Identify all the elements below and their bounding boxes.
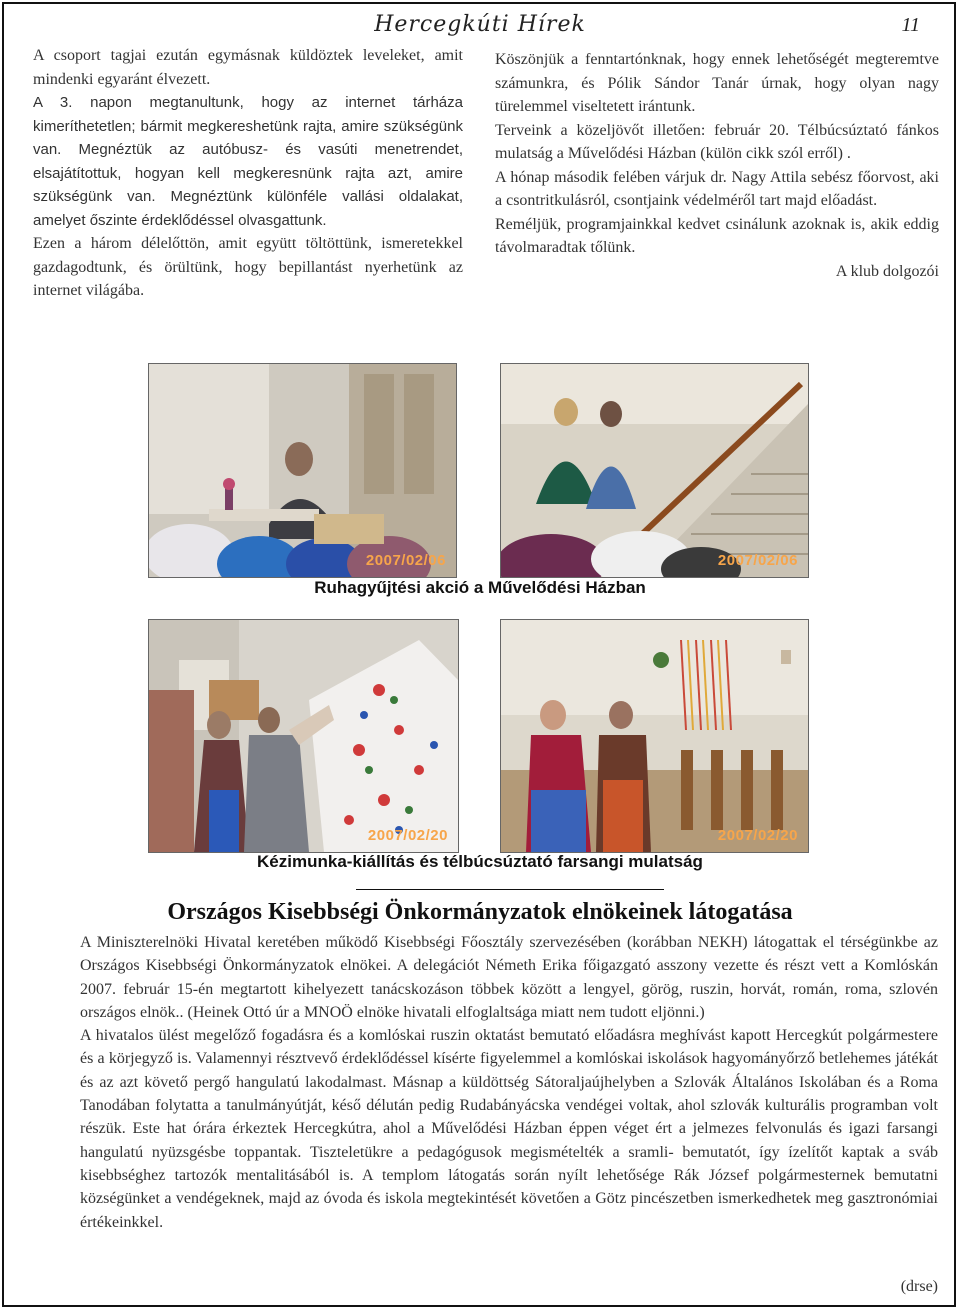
photo-clothing-collection-1 (148, 363, 457, 578)
article-headline: Országos Kisebbségi Önkormányzatok elnökeinek látogatása (167, 899, 793, 925)
paragraph: Reméljük, programjainkkal kedvet csinálunk azoknak is, akik eddig távolmaradtak tőlünk. (495, 215, 939, 256)
paragraph: Terveink a közeljövőt illetően: február 20. Télbúcsúztató fánkos mulatság a Művelődési Házban (külön cikk szól erről) . (495, 121, 939, 162)
photo-clothing-collection-2 (500, 363, 809, 578)
paragraph: Ezen a három délelőttön, amit együtt töltöttünk, ismeretekkel gazdagodtunk, és örültünk, hogy bepillantást nyerhetünk az internet világába. (33, 235, 463, 299)
photo-date-stamp: 2007/02/06 (365, 552, 446, 569)
photo-date-stamp: 2007/02/06 (717, 552, 798, 569)
article-signature: (drse) (900, 1278, 938, 1295)
paragraph: A Miniszterelnöki Hivatal keretében működő Kisebbségi Főosztály szervezésében (korábban NEKH) látogattak el térségünkbe az Országos Kisebbségi Önkormányzatok elnökei. A delegációt Németh Erika főigazgató asszony vezette és részt vett a Komlóskán 2007. február 15-én megtartott kihelyezett tanácskozáson többek között a lengyel, görög, ruszin, horvát, román, roma, szlovén országos elnök.. (Heinek Ottó úr a MNOÖ elnöke hivatali elfoglaltsága miatt nem tudott eljönni.) (80, 934, 938, 1021)
divider (356, 889, 664, 890)
paragraph: Köszönjük a fenntartónknak, hogy ennek lehetőségét megteremtve számunkra, és Pólik Sándor Tanár úrnak, hogy olyan nagy türelemmel viseltetett irántunk. (495, 51, 939, 115)
photo-carnival-dance (500, 619, 809, 853)
photo-caption-2: Kézimunka-kiállítás és télbúcsúztató farsangi mulatság (257, 852, 703, 871)
page-header (0, 8, 960, 42)
masthead: Hercegkúti Hírek (374, 12, 586, 37)
left-column (33, 44, 463, 303)
paragraph: A hónap második felében várjuk dr. Nagy Attila sebész főorvost, aki a csontritkulásról, csontjaink védelméről tart majd előadást. (495, 168, 939, 209)
page-number: 11 (901, 14, 920, 36)
paragraph: A hivatalos ülést megelőző fogadásra és a komlóskai ruszin oktatást bemutató előadásra meghívást kapott Hercegkút polgármestere és a körjegyző is. Valamennyi résztvevő érdeklődéssel kísérte figyelemmel a komlóskai iskolások hagyományőrző betlehemes játékát és az azt követő pergő hangulatú lakodalmast. Másnap a küldöttség Sátoraljaújhelyben a Szlovák Általános Iskolában és a Roma Tanodában folytatta a tanulmányútját, késő délután pedig Rudabányácska vendégei voltak, ahol szlovák kulturális programban volt részük. Este hat órára érkeztek Hercegkútra, ahol a Művelődési Házban éppen véget ért a jelmezes felvonulás és igazi farsangi hangulatú nyüzsgésbe toppantak. Tiszteletükre a pedagógusok megismételték a sramli- bemutatót, így ízelítőt kaptak a sváb kisebbséghez tartozók mentalitásából is. A templom látogatás során nyílt lehetősége Rák József polgármesternek bemutatni községünket a vendégeknek, majd az óvoda és iskola megtekintését követően a Götz pincészetben ismerkedhetek meg gasztronómiai értékeinkkel. (80, 1027, 938, 1231)
right-column (495, 48, 939, 283)
club-signature: A klub dolgozói (835, 262, 939, 280)
photo-embroidery-exhibition (148, 619, 459, 853)
photo-date-stamp: 2007/02/20 (367, 827, 448, 844)
article-body (80, 931, 938, 1234)
photo-date-stamp: 2007/02/20 (717, 827, 798, 844)
paragraph: A csoport tagjai ezután egymásnak küldöztek leveleket, amit mindenki egyaránt élvezett. (33, 47, 463, 88)
photo-caption-1: Ruhagyűjtési akció a Művelődési Házban (314, 578, 646, 597)
paragraph: A 3. napon megtanultunk, hogy az internet tárháza kimeríthetetlen; bármit megkereshetünk rajta, amire szükségünk van. Megnéztük az autóbusz- és vasúti menetrendet, elsajátítottuk, hogyan kell megkeresnünk rajta azt, amire szükségünk van. Megnéztünk különféle vallási oldalakat, amelyet őszinte érdeklődéssel olvasgattunk. (33, 94, 463, 229)
